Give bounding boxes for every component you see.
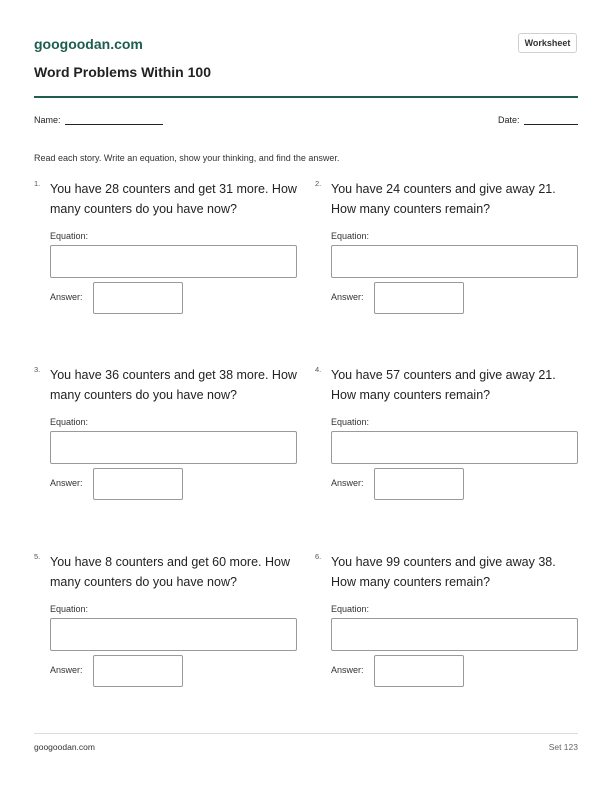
footer-divider	[34, 733, 578, 734]
answer-label: Answer:	[50, 478, 83, 488]
problem-number: 5.	[34, 552, 41, 561]
problem-3	[34, 365, 297, 515]
page-title: Word Problems Within 100	[34, 64, 211, 80]
header-divider	[34, 96, 578, 98]
answer-box[interactable]	[93, 282, 183, 314]
problem-number: 4.	[315, 365, 322, 374]
problem-number: 1.	[34, 179, 41, 188]
answer-box[interactable]	[374, 468, 464, 500]
equation-label: Equation:	[50, 231, 89, 241]
problem-1	[34, 179, 297, 329]
equation-box[interactable]	[331, 618, 578, 651]
answer-box[interactable]	[374, 282, 464, 314]
equation-box[interactable]	[50, 618, 297, 651]
equation-label: Equation:	[50, 417, 89, 427]
problem-text: You have 24 counters and give away 21. How many counters remain?	[331, 182, 556, 216]
problem-4	[315, 365, 565, 515]
answer-label: Answer:	[50, 665, 83, 675]
problem-number: 3.	[34, 365, 41, 374]
equation-label: Equation:	[331, 417, 370, 427]
name-label: Name:	[34, 115, 61, 125]
answer-label: Answer:	[331, 478, 364, 488]
date-label: Date:	[498, 115, 520, 125]
answer-label: Answer:	[50, 292, 83, 302]
equation-box[interactable]	[50, 245, 297, 278]
instructions: Read each story. Write an equation, show your thinking, and find the answer.	[34, 153, 340, 163]
worksheet-badge: Worksheet	[518, 33, 577, 53]
equation-box[interactable]	[331, 431, 578, 464]
problem-text: You have 28 counters and get 31 more. How many counters do you have now?	[50, 182, 297, 216]
problem-text: You have 36 counters and get 38 more. How many counters do you have now?	[50, 368, 297, 402]
problem-2	[315, 179, 565, 329]
problem-number: 2.	[315, 179, 322, 188]
answer-label: Answer:	[331, 292, 364, 302]
answer-box[interactable]	[93, 655, 183, 687]
answer-label: Answer:	[331, 665, 364, 675]
answer-box[interactable]	[374, 655, 464, 687]
problem-6	[315, 552, 565, 702]
answer-box[interactable]	[93, 468, 183, 500]
equation-box[interactable]	[50, 431, 297, 464]
problem-text: You have 8 counters and get 60 more. How many counters do you have now?	[50, 555, 290, 589]
name-line[interactable]	[65, 124, 163, 125]
equation-label: Equation:	[331, 231, 370, 241]
problem-5	[34, 552, 290, 702]
brand-logo: googoodan.com	[34, 36, 143, 52]
date-line[interactable]	[524, 124, 578, 125]
equation-box[interactable]	[331, 245, 578, 278]
problem-text: You have 57 counters and give away 21. How many counters remain?	[331, 368, 556, 402]
equation-label: Equation:	[50, 604, 89, 614]
problem-number: 6.	[315, 552, 322, 561]
problem-text: You have 99 counters and give away 38. How many counters remain?	[331, 555, 556, 589]
footer-set-number: Set 123	[548, 742, 578, 752]
equation-label: Equation:	[331, 604, 370, 614]
footer-site: googoodan.com	[34, 742, 95, 752]
